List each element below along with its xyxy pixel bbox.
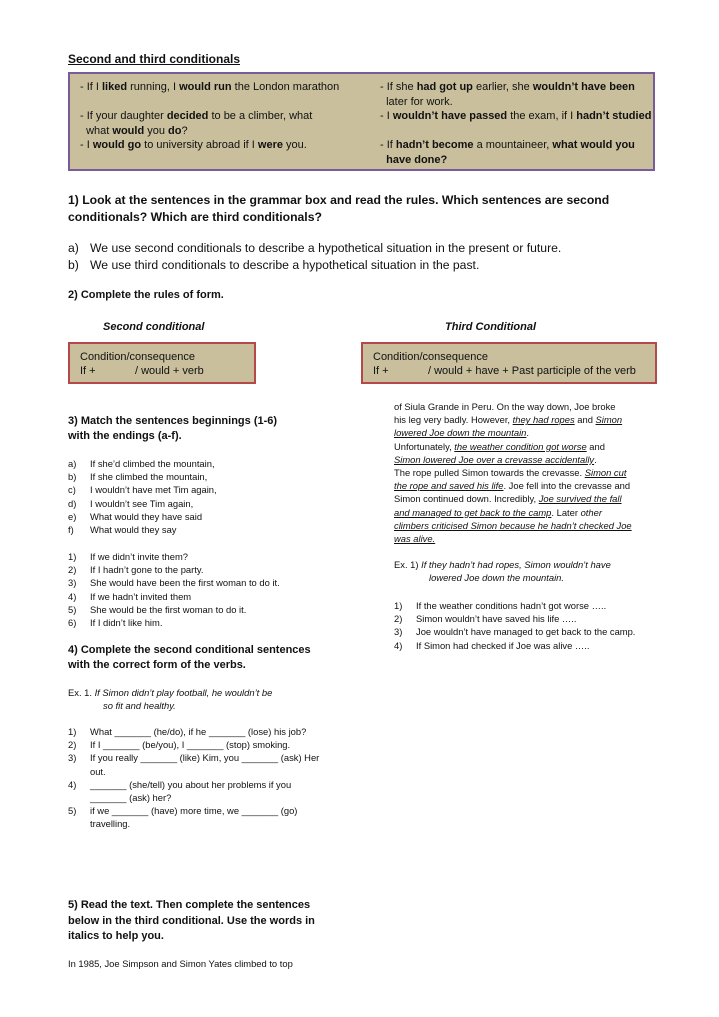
- example-text: If Simon didn’t play football, he wouldn’t be: [94, 687, 273, 698]
- grammar-text: you: [144, 124, 169, 137]
- item-text: If you really _______ (like) Kim, you _______ (ask) Her out.: [90, 752, 320, 777]
- item-text: She would have been the first woman to do it.: [90, 577, 280, 589]
- grammar-text: ?: [181, 124, 188, 137]
- story-text: Joe survived the fall: [538, 493, 622, 505]
- rule-box-if: If +: [373, 365, 389, 377]
- item-number: 5): [68, 603, 77, 615]
- grammar-text: - I: [80, 139, 93, 152]
- story-line: [394, 440, 664, 453]
- rule-item: b) We use third conditionals to describe a hypothetical situation in the past.: [68, 257, 480, 272]
- sentence-ending: [68, 576, 328, 589]
- q5-example: [394, 558, 664, 584]
- grammar-text: do: [168, 124, 182, 137]
- sentence-ending: [68, 563, 328, 576]
- exercise-item: [394, 599, 674, 612]
- q3-endings-list: [68, 550, 328, 629]
- story-line: [394, 532, 664, 545]
- story-text: the rope and saved his life: [394, 480, 504, 492]
- item-text: I wouldn’t have met Tim again,: [90, 484, 217, 496]
- q4-heading: 4) Complete the second conditional sentences with the correct form of the verbs.: [68, 644, 311, 671]
- exercise-item: [394, 625, 674, 638]
- grammar-example-line: [380, 124, 655, 139]
- grammar-text: - If: [380, 139, 396, 152]
- rule-item: a) We use second conditionals to describe a hypothetical situation in the present or future.: [68, 241, 562, 255]
- grammar-text: would: [112, 124, 145, 137]
- grammar-text: the London marathon: [231, 81, 340, 93]
- story-line: [394, 479, 664, 492]
- grammar-text: you.: [282, 139, 307, 152]
- grammar-text: - If I: [80, 81, 102, 93]
- story-line: [394, 400, 664, 413]
- item-text: What would they have said: [90, 510, 203, 522]
- item-number: a): [68, 458, 77, 469]
- story-text: and: [586, 440, 605, 452]
- sentence-beginning: [68, 523, 308, 536]
- exercise-item: [68, 738, 323, 751]
- q5-items-list: [394, 599, 674, 652]
- grammar-text: what would you: [552, 139, 635, 152]
- rule-box-line: Condition/consequence: [373, 351, 488, 363]
- item-number: 2): [394, 613, 403, 625]
- story-text: was alive.: [394, 533, 436, 545]
- story-text: . Joe fell into the crevasse and: [503, 480, 631, 492]
- grammar-text: decided: [166, 110, 209, 123]
- grammar-example-line: [80, 109, 370, 124]
- item-text: if we _______ (have) more time, we _______ (go) travelling.: [90, 805, 298, 830]
- item-number: 1): [394, 600, 403, 611]
- item-number: b): [68, 471, 77, 483]
- q5-heading: 5) Read the text. Then complete the sentences below in the third conditional. Use the words in italics to help you.: [68, 899, 315, 942]
- item-text: If we hadn’t invited them: [90, 590, 192, 602]
- story-text: lowered Joe down the mountain: [394, 427, 527, 439]
- q2-heading: 2) Complete the rules of form.: [68, 289, 224, 301]
- grammar-text: - I: [380, 110, 393, 123]
- grammar-text: to be a climber, what: [208, 110, 313, 123]
- grammar-box-right-column: [380, 80, 655, 168]
- item-number: 1): [68, 551, 77, 562]
- sentence-ending: [68, 590, 328, 603]
- story-text: his leg very badly. However,: [394, 414, 513, 426]
- item-number: 5): [68, 805, 77, 817]
- grammar-example-line: [80, 138, 370, 153]
- item-text: If the weather conditions hadn’t got worse …..: [416, 600, 607, 611]
- grammar-text: had got up: [416, 81, 473, 93]
- item-text: Joe wouldn’t have managed to get back to the camp.: [416, 626, 636, 638]
- item-number: 3): [68, 752, 77, 764]
- grammar-text: - If she: [380, 81, 417, 93]
- grammar-text: later for work.: [380, 95, 453, 108]
- exercise-item: [68, 804, 323, 830]
- story-line: [394, 466, 664, 479]
- story-text: and managed to get back to the camp: [394, 506, 552, 518]
- q1-heading: 1) Look at the sentences in the grammar box and read the rules. Which sentences are second conditionals? Which are third conditionals?: [68, 193, 610, 224]
- q3-heading: 3) Match the sentences beginnings (1-6) with the endings (a-f).: [68, 415, 278, 442]
- sentence-ending: [68, 616, 328, 629]
- q3-beginnings-list: [68, 457, 308, 536]
- grammar-text: liked: [102, 81, 128, 93]
- grammar-text: would go: [92, 139, 142, 152]
- q4-items-list: [68, 725, 323, 831]
- story-text: and: [574, 414, 596, 426]
- q4-example: [68, 686, 328, 712]
- grammar-example-line: [80, 80, 370, 95]
- story-text: other: [580, 506, 602, 518]
- exercise-item: [68, 725, 323, 738]
- item-text: If she’d climbed the mountain,: [90, 458, 215, 469]
- grammar-box-left-column: [80, 80, 370, 153]
- rule-box-line: Condition/consequence: [80, 351, 195, 363]
- story-text: Simon: [595, 414, 623, 426]
- example-prefix: Ex. 1.: [68, 687, 95, 698]
- story-text: .: [526, 427, 529, 439]
- story-line: [394, 426, 664, 439]
- sentence-beginning: [68, 483, 308, 496]
- story-text: the weather condition got worse: [454, 440, 587, 452]
- q5-story-text: [394, 400, 664, 545]
- sentence-ending: [68, 550, 328, 563]
- sentence-beginning: [68, 510, 308, 523]
- story-line: [394, 506, 664, 519]
- item-number: 6): [68, 617, 77, 629]
- grammar-example-line: [380, 109, 655, 124]
- item-number: 4): [68, 778, 77, 790]
- item-number: 4): [394, 639, 403, 651]
- q1-rules: [68, 240, 668, 273]
- grammar-text: wouldn’t have been: [532, 81, 635, 93]
- grammar-text: hadn’t studied: [576, 110, 652, 123]
- item-text: If I hadn’t gone to the party.: [90, 564, 204, 576]
- grammar-example-line: [380, 80, 655, 95]
- grammar-text: running, I: [127, 81, 180, 93]
- item-number: c): [68, 484, 76, 496]
- story-line: [394, 519, 664, 532]
- story-text: climbers criticised Simon: [394, 519, 498, 531]
- grammar-text: would run: [179, 81, 232, 93]
- sentence-ending: [68, 603, 328, 616]
- item-number: 2): [68, 739, 77, 751]
- story-line: [394, 492, 664, 505]
- item-text: If we didn’t invite them?: [90, 551, 188, 562]
- item-text: _______ (she/tell) you about her problems if you _______ (ask) her?: [90, 778, 292, 804]
- grammar-example-line: [380, 138, 655, 153]
- grammar-example-line: [380, 95, 655, 110]
- story-text: Simon lowered Joe over a crevasse accidentally: [394, 453, 595, 465]
- story-text: . Later: [551, 506, 581, 518]
- grammar-text: have done?: [380, 153, 448, 166]
- example-text: If they hadn’t had ropes, Simon wouldn’t have: [421, 559, 611, 570]
- sentence-beginning: [68, 470, 308, 483]
- grammar-text: to university abroad if I: [141, 139, 258, 152]
- story-text: Simon continued down. Incredibly,: [394, 493, 539, 505]
- second-conditional-rule-box: [68, 342, 256, 384]
- grammar-box: [68, 72, 655, 171]
- item-number: 1): [68, 726, 77, 737]
- item-text: If I didn’t like him.: [90, 617, 163, 629]
- story-text: .: [594, 453, 597, 465]
- story-line: [394, 453, 664, 466]
- third-conditional-rule-box: [361, 342, 657, 384]
- story-text: because he hadn’t checked Joe: [497, 519, 632, 531]
- item-number: 3): [68, 577, 77, 589]
- grammar-text: - If your daughter: [80, 110, 167, 123]
- item-number: d): [68, 497, 77, 509]
- item-text: Simon wouldn’t have saved his life …..: [416, 613, 577, 625]
- exercise-item: [394, 639, 674, 652]
- item-text: If Simon had checked if Joe was alive …..: [416, 639, 590, 651]
- example-text: so fit and healthy.: [103, 700, 176, 712]
- grammar-example-line: [80, 124, 370, 139]
- item-number: f): [68, 524, 74, 536]
- example-prefix: Ex. 1): [394, 559, 422, 570]
- sentence-beginning: [68, 497, 308, 510]
- page-title: Second and third conditionals: [68, 52, 241, 66]
- third-conditional-label: Third Conditional: [445, 321, 537, 333]
- item-text: If I _______ (be/you), I _______ (stop) smoking.: [90, 739, 291, 751]
- item-text: What would they say: [90, 524, 177, 536]
- item-text: She would be the first woman to do it.: [90, 603, 247, 615]
- exercise-item: [68, 751, 323, 777]
- second-conditional-label: Second conditional: [103, 321, 205, 333]
- exercise-item: [394, 612, 674, 625]
- story-text: Unfortunately,: [394, 440, 455, 452]
- grammar-text: what: [80, 124, 113, 137]
- story-text: they had ropes: [512, 414, 575, 426]
- exercise-item: [68, 778, 323, 804]
- grammar-text: wouldn’t have passed: [392, 110, 508, 123]
- rule-box-if: If +: [80, 365, 96, 377]
- item-number: e): [68, 510, 77, 522]
- item-number: 2): [68, 564, 77, 576]
- story-text: Simon cut: [584, 467, 627, 479]
- item-text: I wouldn’t see Tim again,: [90, 497, 194, 509]
- sentence-beginning: [68, 457, 308, 470]
- item-text: If she climbed the mountain,: [90, 471, 208, 483]
- rule-box-formula: / would + verb: [135, 365, 204, 377]
- grammar-example-line: [380, 153, 655, 168]
- item-text: What _______ (he/do), if he _______ (lose) his job?: [90, 726, 307, 737]
- grammar-text: were: [257, 139, 283, 152]
- grammar-text: the exam, if I: [507, 110, 577, 123]
- item-number: 3): [394, 626, 403, 638]
- example-text: lowered Joe down the mountain.: [429, 572, 564, 584]
- q5-intro: In 1985, Joe Simpson and Simon Yates climbed to top: [68, 958, 293, 969]
- story-line: [394, 413, 664, 426]
- story-text: of Siula Grande in Peru. On the way down, Joe broke: [394, 401, 616, 412]
- story-text: The rope pulled Simon towards the crevasse.: [394, 467, 585, 479]
- grammar-text: earlier, she: [472, 81, 533, 93]
- rule-box-formula: / would + have + Past participle of the verb: [428, 365, 636, 377]
- grammar-text: a mountaineer,: [473, 139, 553, 152]
- grammar-text: hadn’t become: [395, 139, 474, 152]
- item-number: 4): [68, 590, 77, 602]
